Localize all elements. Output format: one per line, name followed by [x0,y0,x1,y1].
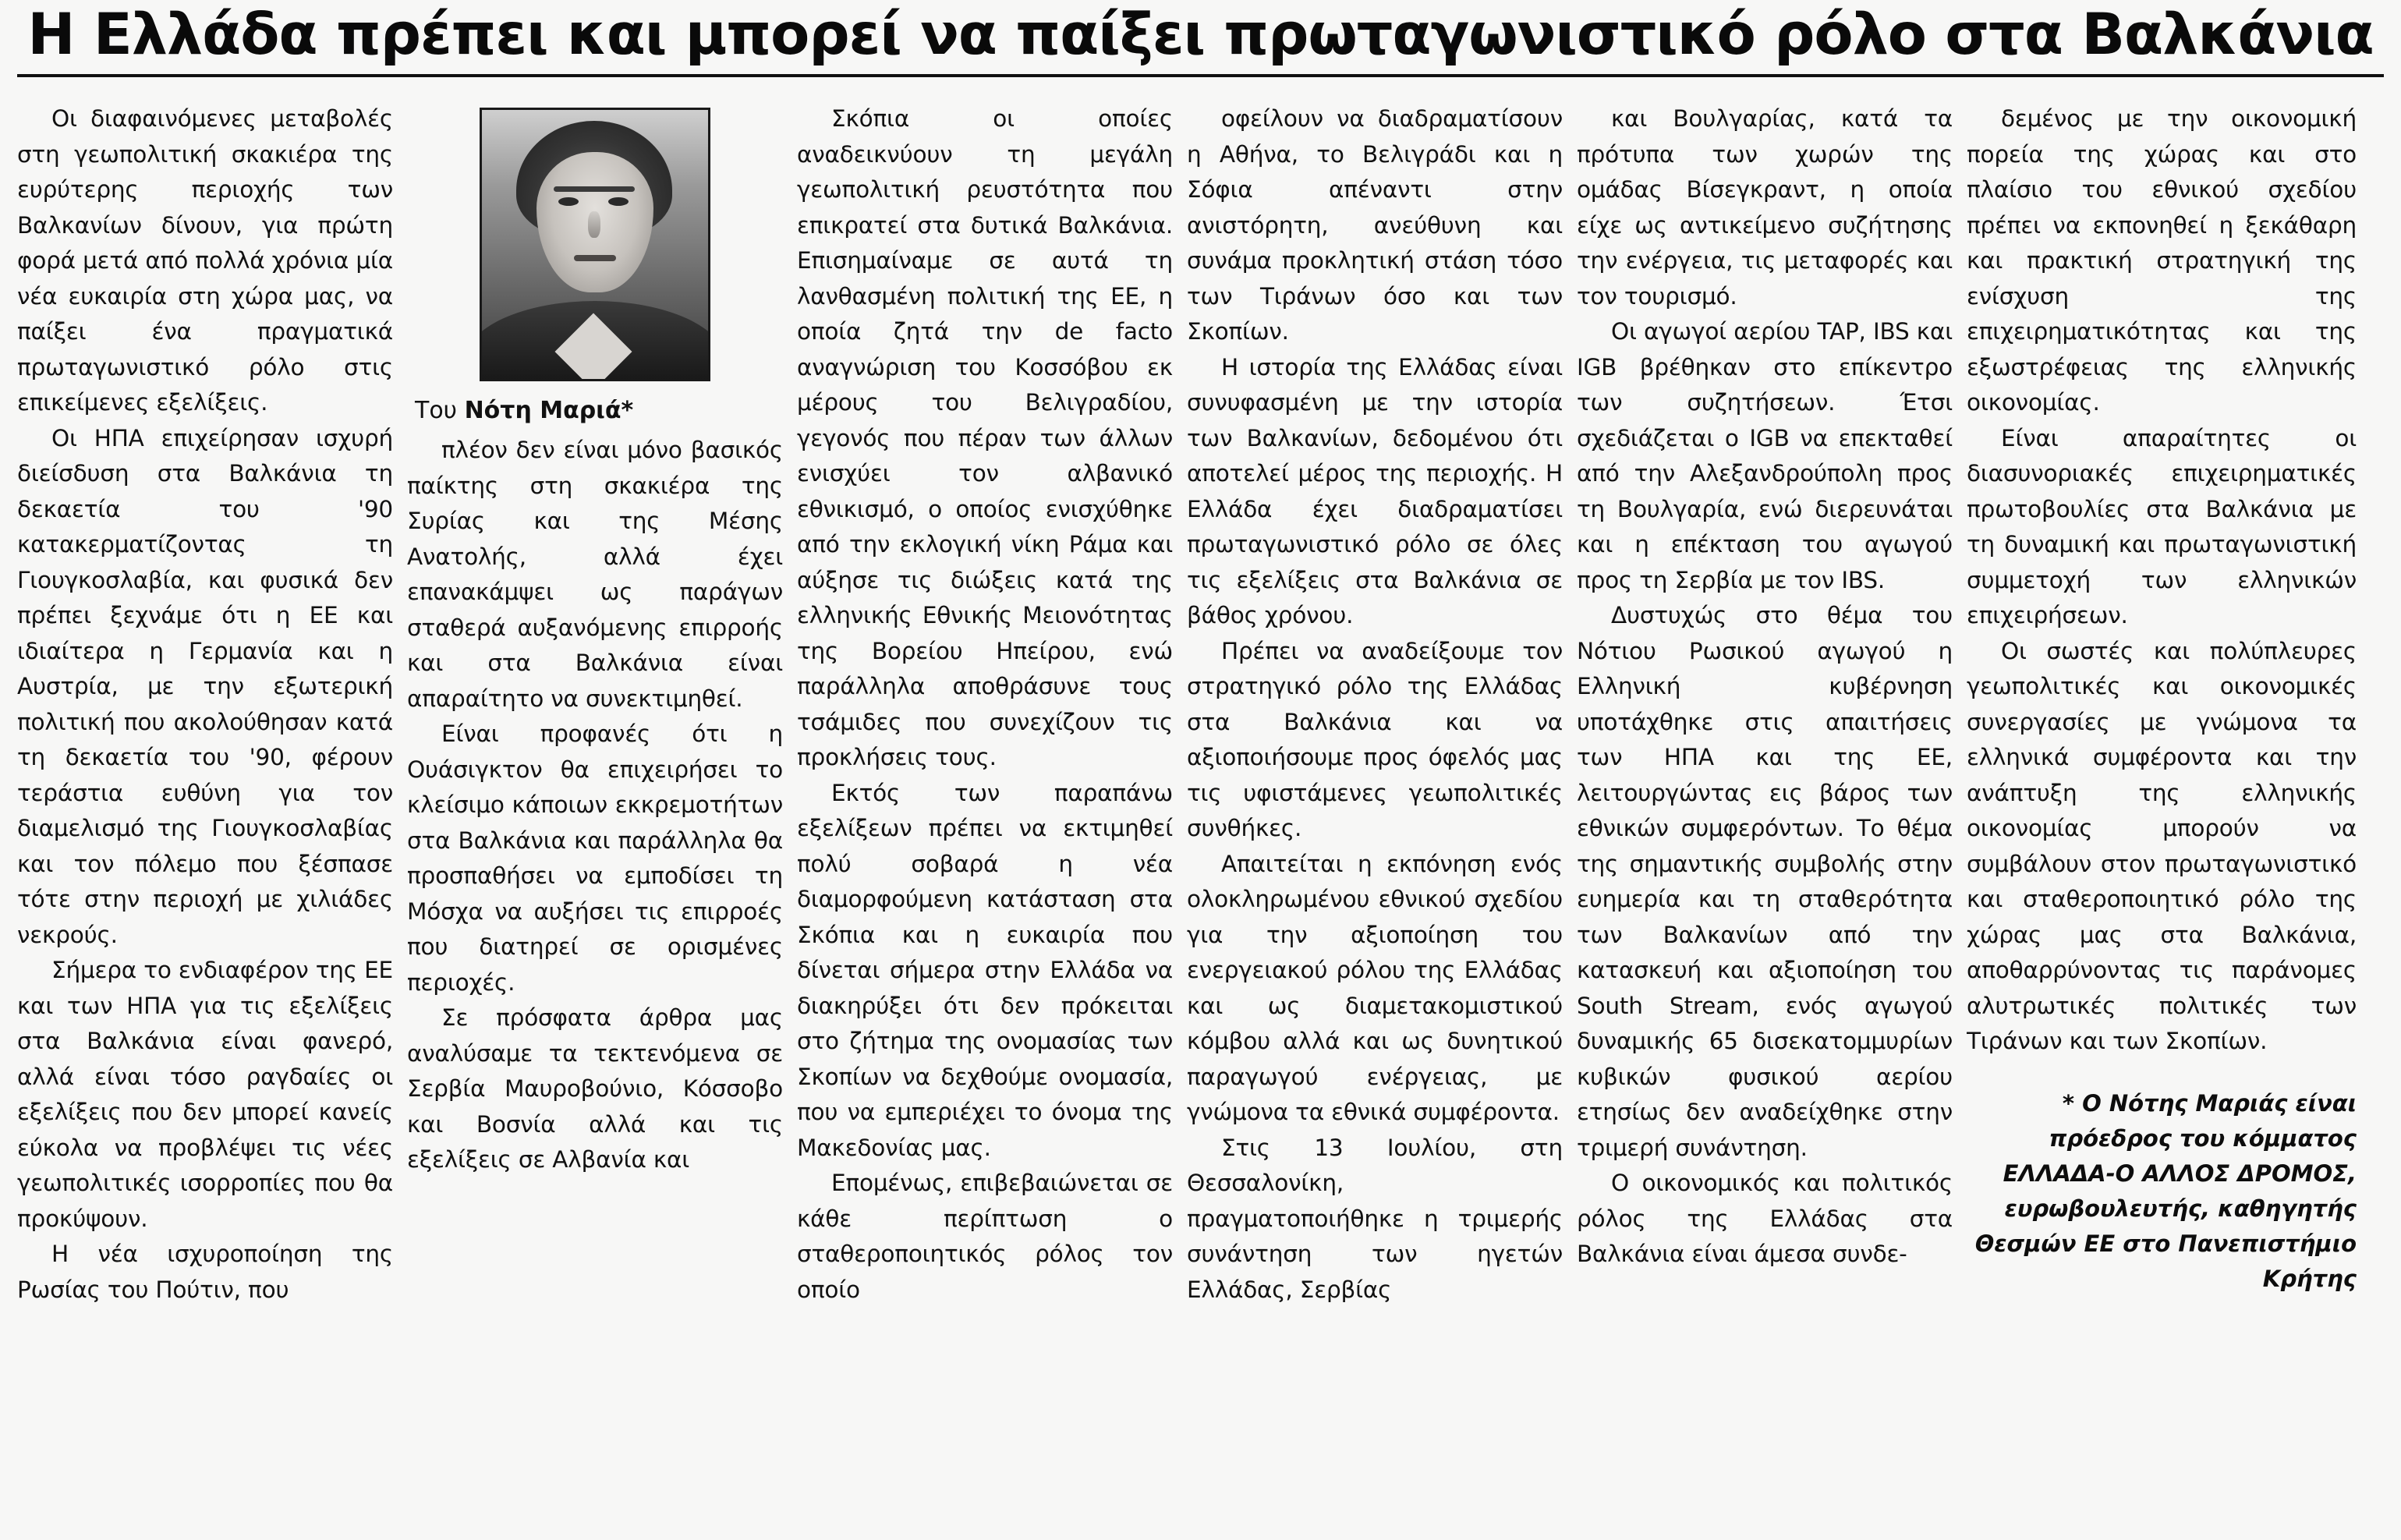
headline-divider [17,74,2384,77]
author-photo-block [407,108,783,428]
article-column-3 [797,101,1187,1534]
paragraph: Σε πρόσφατα άρθρα μας αναλύσαμε τα τεκτενόμενα σε Σερβία Μαυροβούνιο, Κόσσοβο και Βοσνία αλλά και τις εξελίξεις σε Αλβανία και [407,1004,783,1173]
page-title: Η Ελλάδα πρέπει και μπορεί να παίξει πρωταγωνιστικό ρόλο στα Βαλκάνια [27,2,2374,68]
paragraph: Είναι απαραίτητες οι διασυνοριακές επιχειρηματικές πρωτοβουλίες στα Βαλκάνια με τη δυναμική και πρωταγωνιστική συμμετοχή των ελληνικών επιχειρήσεων. [1967,424,2357,628]
paragraph: Σήμερα το ενδιαφέρον της ΕΕ και των ΗΠΑ για τις εξελίξεις στα Βαλκάνια είναι φανερό, αλλά είναι τόσο ραγδαίες οι εξελίξεις που δεν μπορεί κανείς εύκολα να προβλέψει τις νέες γεωπολιτικές ισορροπίες που θα προκύψουν. [17,957,393,1232]
paragraph: Οι διαφαινόμενες μεταβολές στη γεωπολιτική σκακιέρα της ευρύτερης περιοχής των Βαλκανίων δίνουν, για πρώτη φορά μετά από πολλά χρόνια μία νέα ευκαιρία στη χώρα μας, να παίξει ένα πραγματικά πρωταγωνιστικό ρόλο στις επικείμενες εξελίξεις. [17,105,393,416]
paragraph: πλέον δεν είναι μόνο βασικός παίκτης στη σκακιέρα της Συρίας και της Μέσης Ανατολής, αλλά έχει επανακάμψει ως παράγων σταθερά αυξανόμενης επιρροής και στα Βαλκάνια είναι απαραίτητο να συνεκτιμηθεί. [407,437,783,712]
paragraph: Ο οικονομικός και πολιτικός ρόλος της Ελλάδας στα Βαλκάνια είναι άμεσα συνδε- [1577,1170,1953,1267]
paragraph: Δυστυχώς στο θέμα του Νότιου Ρωσικού αγωγού η Ελληνική κυβέρνηση υποτάχθηκε στις απαιτήσεις των ΗΠΑ και της ΕΕ, λειτουργώντας εις βάρος των εθνικών συμφερόντων. Το θέμα της σημαντικής συμβολής στην ευημερία και τη σταθερότητα των Βαλκανίων από την κατασκευή και αξιοποίηση του South Stream, ενός αγωγού δυναμικής 65 δισεκατομμυρίων κυβικών φυσικού αερίου ετησίως δεν αναδείχθηκε στην τριμερή συνάντηση. [1577,602,1953,1161]
paragraph: Οι ΗΠΑ επιχείρησαν ισχυρή διείσδυση στα Βαλκάνια τη δεκαετία του '90 κατακερματίζοντας τη Γιουγκοσλαβία, και φυσικά δεν πρέπει ξεχνάμε ότι η ΕΕ και ιδιαίτερα η Γερμανία και η Αυστρία, με την εξωτερική πολιτική που ακολούθησαν κατά τη δεκαετία του '90, φέρουν τεράστια ευθύνη για τον διαμελισμό της Γιουγκοσλαβίας και τον πόλεμο που ξέσπασε τότε στην περιοχή με χιλιάδες νεκρούς. [17,424,393,948]
paragraph: Είναι προφανές ότι η Ουάσιγκτον θα επιχειρήσει το κλείσιμο κάποιων εκκρεμοτήτων στα Βαλκάνια και παράλληλα θα προσπαθήσει να εμποδίσει τη Μόσχα να αυξήσει τις επιρροές που διατηρεί σε ορισμένες περιοχές. [407,720,783,996]
paragraph: Στις 13 Ιουλίου, στη Θεσσαλονίκη, πραγματοποιήθηκε η τριμερής συνάντηση των ηγετών Ελλάδας, Σερβίας [1187,1134,1563,1303]
article-column-2 [407,101,797,1534]
article-column-6 [1967,101,2357,1534]
byline-lead: Του [415,397,465,424]
article-column-5 [1577,101,1967,1534]
paragraph: Η ιστορία της Ελλάδας είναι συνυφασμένη με την ιστορία των Βαλκανίων, δεδομένου ότι αποτελεί μέρος της περιοχής. Η Ελλάδα έχει διαδραματίσει πρωταγωνιστικό ρόλο σε όλες τις εξελίξεις στα Βαλκάνια σε βάθος χρόνου. [1187,353,1563,628]
paragraph: Απαιτείται η εκπόνηση ενός ολοκληρωμένου εθνικού σχεδίου για την αξιοποίηση του ενεργειακού ρόλου της Ελλάδας και ως διαμετακομιστικού κόμβου αλλά και ως δυνητικού παραγωγού ενέργειας, με γνώμονα τα εθνικά συμφέροντα. [1187,850,1563,1125]
author-credit-note: * Ο Νότης Μαριάς είναι πρόεδρος του κόμματος ΕΛΛΑΔΑ-Ο ΑΛΛΟΣ ΔΡΟΜΟΣ, ευρωβουλευτής, καθηγητής Θεσμών ΕΕ στο Πανεπιστήμιο Κρήτης [1974,1089,2357,1292]
byline [407,394,783,428]
paragraph: δεμένος με την οικονομική πορεία της χώρας και στο πλαίσιο του εθνικού σχεδίου πρέπει να εκπονηθεί η ξεκάθαρη και πρακτική στρατηγική της ενίσχυση της επιχειρηματικότητας και της εξωστρέφειας της ελληνικής οικονομίας. [1967,105,2357,416]
article-columns [17,101,2384,1534]
paragraph: Εκτός των παραπάνω εξελίξεων πρέπει να εκτιμηθεί πολύ σοβαρά η νέα διαμορφούμενη κατάσταση στα Σκόπια και η ευκαιρία που δίνεται σήμερα στην Ελλάδα να διακηρύξει ότι δεν πρόκειται στο ζήτημα της ονομασίας των Σκοπίων να δεχθούμε ονομασία, που να εμπεριέχει το όνομα της Μακεδονίας μας. [797,779,1173,1161]
paragraph: Επομένως, επιβεβαιώνεται σε κάθε περίπτωση ο σταθεροποιητικός ρόλος τον οποίο [797,1170,1173,1303]
paragraph: Οι σωστές και πολύπλευρες γεωπολιτικές και οικονομικές συνεργασίες με γνώμονα τα ελληνικά συμφέροντα και την ανάπτυξη της ελληνικής οικονομίας μπορούν να συμβάλουν στον πρωταγωνιστικό και σταθεροποιητικό ρόλο της χώρας μας στα Βαλκάνια, αποθαρρύνοντας τις παράνομες αλυτρωτικές πολιτικές των Τιράνων και των Σκοπίων. [1967,637,2357,1054]
paragraph: Η νέα ισχυροποίηση της Ρωσίας του Πούτιν, που [17,1241,393,1303]
paragraph: Πρέπει να αναδείξουμε τον στρατηγικό ρόλο της Ελλάδας στα Βαλκάνια και να αξιοποιήσουμε προς όφελός μας τις υφιστάμενες γεωπολιτικές συνθήκες. [1187,637,1563,841]
photo-nose [588,211,600,238]
article-column-1 [17,101,407,1534]
article-column-4 [1187,101,1577,1534]
paragraph: Οι αγωγοί αερίου TAP, IBS και IGB βρέθηκαν στο επίκεντρο των συζητήσεων. Έτσι σχεδιάζεται ο IGB να επεκταθεί από την Αλεξανδρούπολη προς τη Βουλγαρία, ενώ διερευνάται και η επέκταση του αγωγού προς τη Σερβία με τον IBS. [1577,318,1953,593]
paragraph: οφείλουν να διαδραματίσουν η Αθήνα, το Βελιγράδι και η Σόφια απέναντι στην ανιστόρητη, ανεύθυνη και συνάμα προκλητική στάση τόσο των Τιράνων όσο και των Σκοπίων. [1187,105,1563,345]
author-portrait-photo [480,108,710,381]
byline-author-name: Νότη Μαριά* [464,397,634,424]
paragraph: και Βουλγαρίας, κατά τα πρότυπα των χωρών της ομάδας Βίσεγκραντ, η οποία είχε ως αντικείμενο συζήτησης την ενέργεια, τις μεταφορές και τον τουρισμό. [1577,105,1953,310]
photo-eye-right [608,197,629,206]
photo-brow [554,186,635,192]
headline-area [0,0,2401,68]
paragraph: Σκόπια οι οποίες αναδεικνύουν τη μεγάλη γεωπολιτική ρευστότητα που επικρατεί στα δυτικά Βαλκάνια. Επισημαίναμε σε αυτά τη λανθασμένη πολιτική της ΕΕ, η οποία ζητά την de facto αναγνώριση του Κοσσόβου εκ μέρους του Βελιγραδίου, γεγονός που πέραν των άλλων ενισχύει τον αλβανικό εθνικισμό, ο οποίος ενισχύθηκε από την εκλογική νίκη Ράμα και αύξησε τις διώξεις κατά της ελληνικής Εθνικής Μειονότητας της Βορείου Ηπείρου, ενώ παράλληλα αποθράσυνε τους τσάμιδες που συνεχίζουν τις προκλήσεις τους. [797,105,1173,770]
photo-mouth [574,255,616,261]
photo-eye-left [558,197,579,206]
